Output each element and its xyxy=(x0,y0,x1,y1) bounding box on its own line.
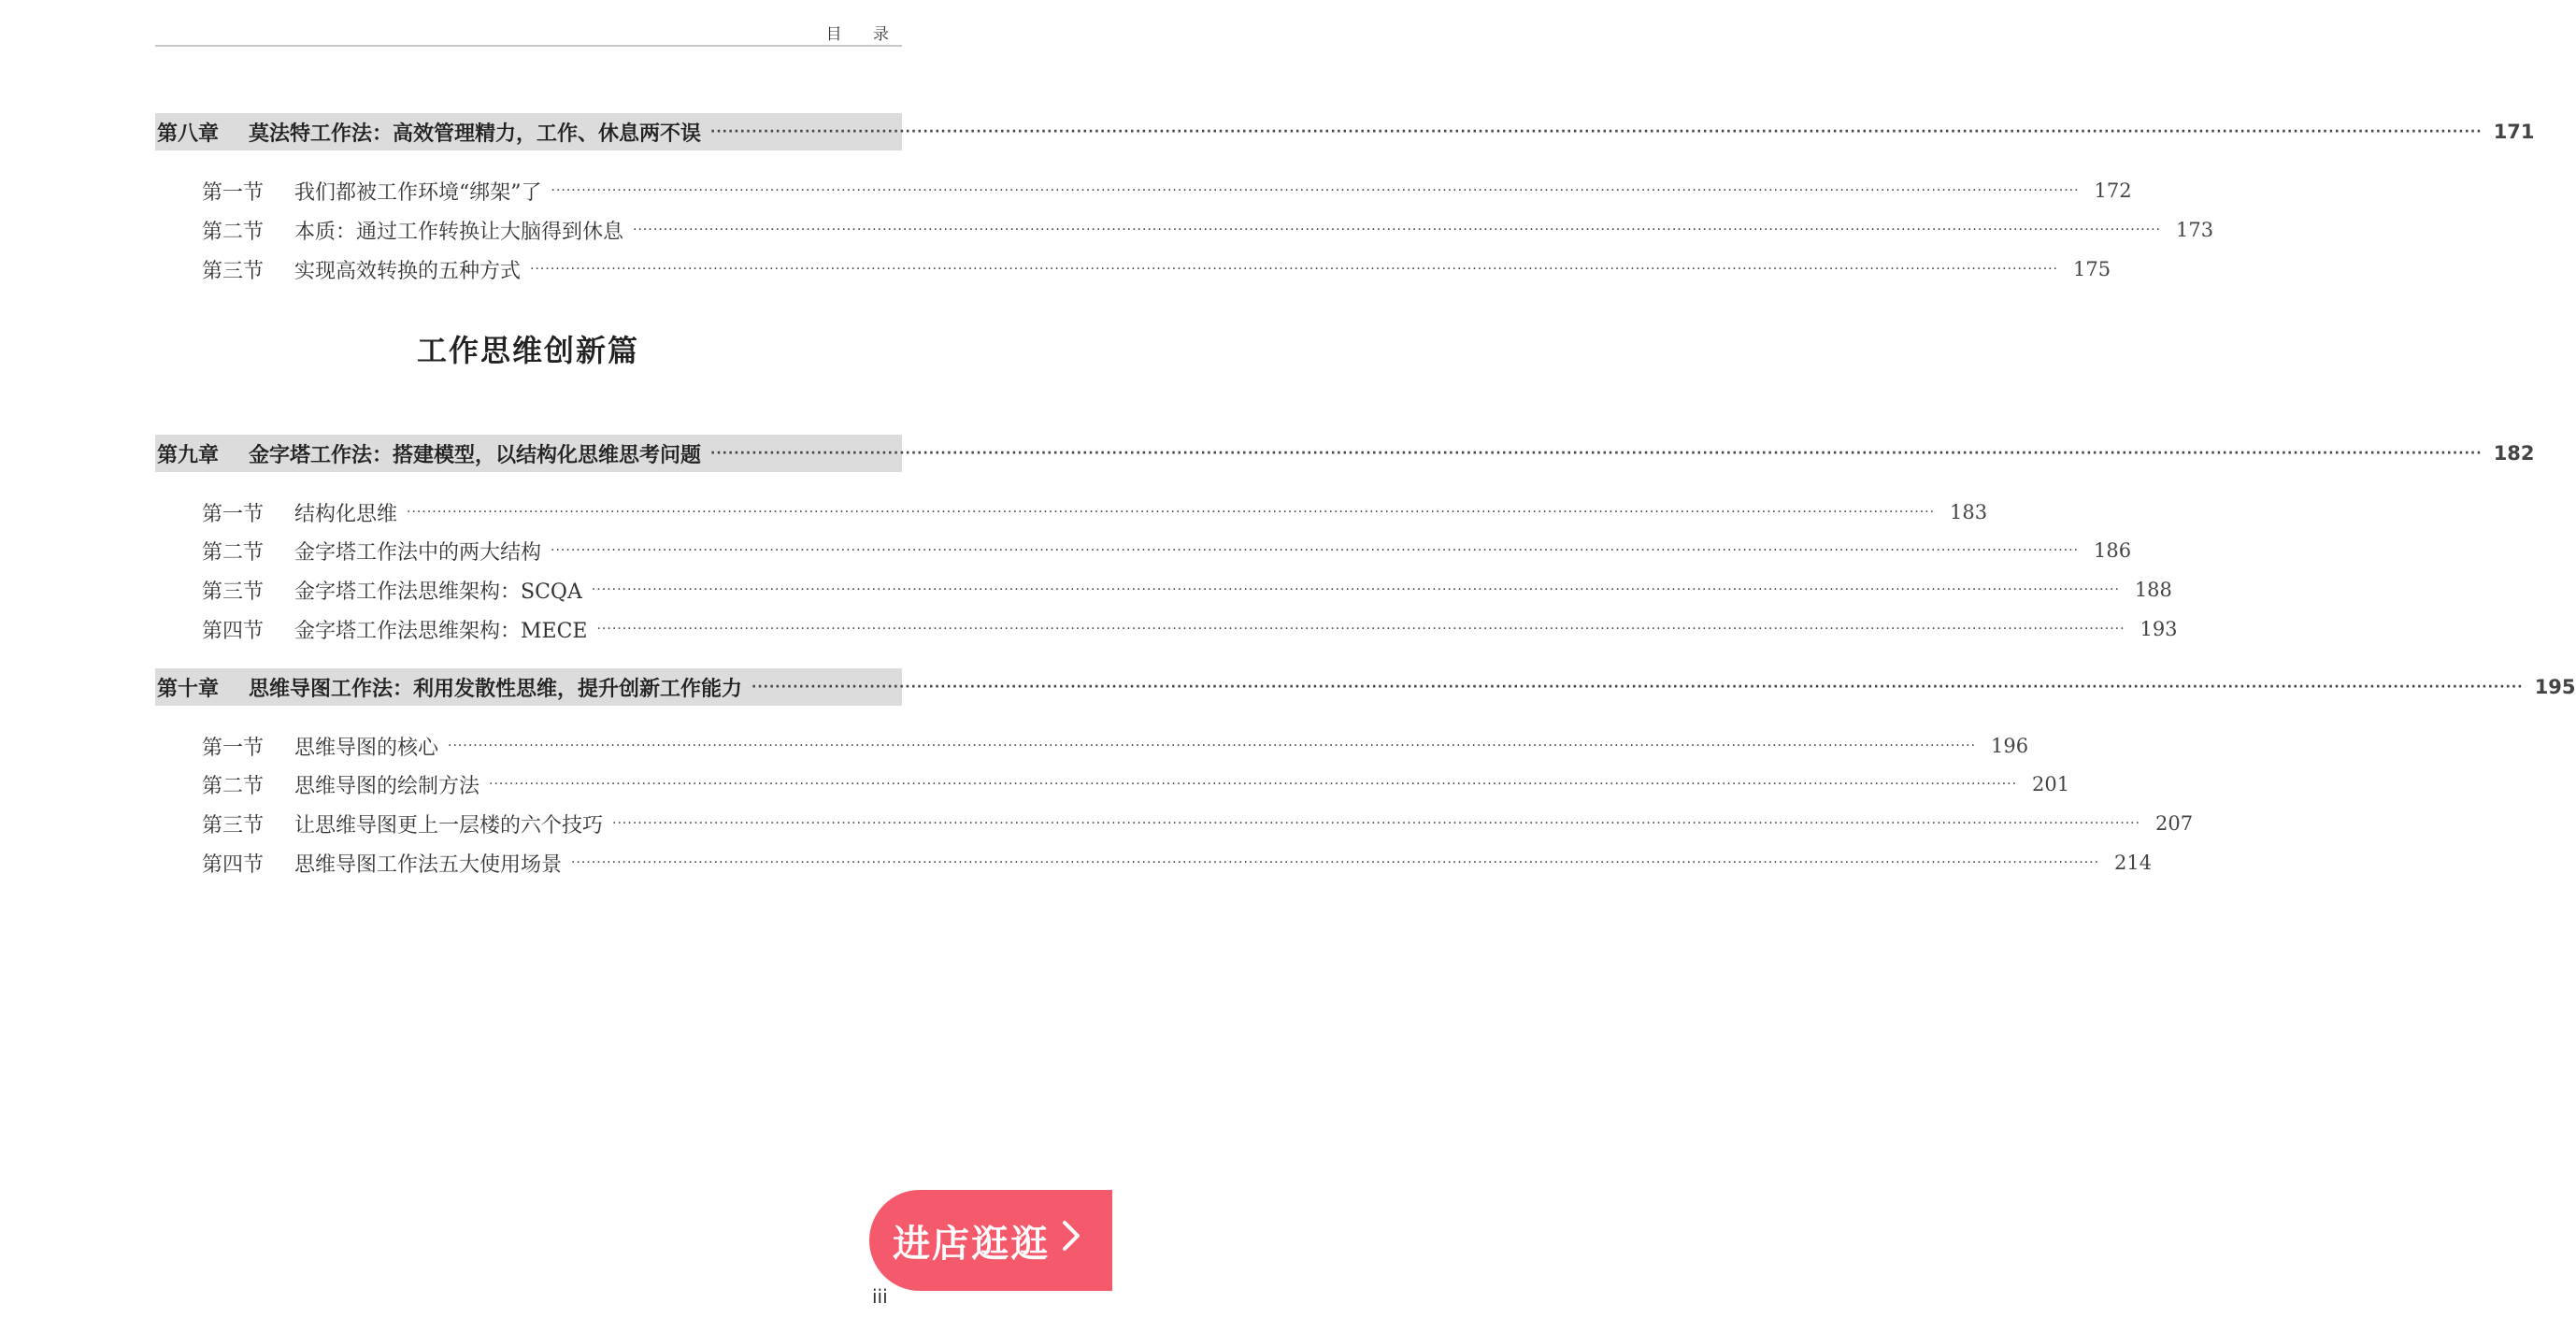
page-ref: 201 xyxy=(2031,773,2070,795)
dot-leader: ············································································································································································································································································································ xyxy=(448,738,1977,753)
toc-section[interactable] xyxy=(155,844,2153,881)
page-ref: 196 xyxy=(1990,735,2029,757)
section-title: 让思维导图更上一层楼的六个技巧 xyxy=(294,813,604,838)
page-ref: 183 xyxy=(1949,501,1988,523)
section-label: 第二节 xyxy=(202,220,265,244)
dot-leader: ············································································································································································································································································································ xyxy=(551,543,2080,558)
toc-section[interactable] xyxy=(155,571,2172,609)
toc-section[interactable] xyxy=(155,211,2214,249)
visit-shop-label: 进店逛逛 xyxy=(893,1222,1050,1266)
section-title: 金字塔工作法思维架构：MECE xyxy=(294,619,588,643)
section-title: 金字塔工作法中的两大结构 xyxy=(294,540,542,565)
section-title: 实现高效转换的五种方式 xyxy=(294,259,522,283)
dot-leader: ············································································································································································································································································································ xyxy=(530,262,2059,277)
page-ref: 207 xyxy=(2154,812,2194,835)
section-label: 第四节 xyxy=(202,619,265,643)
section-title: 金字塔工作法思维架构：SCQA xyxy=(294,580,582,604)
page-ref: 195 xyxy=(2534,676,2576,698)
toc-section[interactable] xyxy=(155,610,2178,648)
page-ref: 172 xyxy=(2094,179,2132,202)
page-ref: 175 xyxy=(2072,258,2111,280)
page-ref: 182 xyxy=(2493,442,2535,465)
running-header: 目 录 xyxy=(825,25,902,44)
dot-leader: ············································································································································································································································································································ xyxy=(710,446,2483,461)
section-label: 第四节 xyxy=(202,852,265,877)
toc-chapter-9[interactable] xyxy=(155,435,2535,472)
chevron-right-icon xyxy=(1061,1219,1081,1262)
toc-section[interactable] xyxy=(155,766,2070,803)
dot-leader: ············································································································································································································································································································ xyxy=(591,582,2120,597)
page-number: iii xyxy=(872,1285,888,1308)
visit-shop-button[interactable] xyxy=(869,1190,1112,1291)
section-label: 第三节 xyxy=(202,813,265,838)
toc-section[interactable] xyxy=(155,805,2194,842)
section-label: 第一节 xyxy=(202,180,265,205)
section-title: 思维导图工作法五大使用场景 xyxy=(294,852,563,877)
dot-leader: ············································································································································································································································································································ xyxy=(633,222,2162,237)
section-label: 第一节 xyxy=(202,736,265,760)
header-rule xyxy=(155,45,902,47)
chapter-label: 第八章 xyxy=(157,122,220,146)
section-label: 第三节 xyxy=(202,259,265,283)
section-title: 本质：通过工作转换让大脑得到休息 xyxy=(294,220,624,244)
chapter-title: 金字塔工作法：搭建模型，以结构化思维思考问题 xyxy=(249,443,702,467)
page-ref: 186 xyxy=(2093,539,2132,562)
part-title: 工作思维创新篇 xyxy=(416,333,639,368)
page-ref: 171 xyxy=(2493,121,2535,143)
page-ref: 188 xyxy=(2134,579,2172,601)
section-label: 第三节 xyxy=(202,580,265,604)
dot-leader: ············································································································································································································································································································ xyxy=(407,505,1936,520)
page-ref: 214 xyxy=(2113,852,2153,874)
dot-leader: ············································································································································································································································································································ xyxy=(596,622,2125,637)
toc-chapter-8[interactable] xyxy=(155,113,2535,150)
toc-section[interactable] xyxy=(155,494,1988,531)
section-label: 第一节 xyxy=(202,502,265,526)
section-title: 我们都被工作环境“绑架”了 xyxy=(294,180,542,205)
section-label: 第二节 xyxy=(202,774,265,798)
dot-leader: ············································································································································································································································································································ xyxy=(489,777,2018,792)
chapter-title: 莫法特工作法：高效管理精力，工作、休息两不误 xyxy=(249,122,702,146)
dot-leader: ············································································································································································································································································································ xyxy=(710,124,2483,139)
dot-leader: ············································································································································································································································································································ xyxy=(612,816,2141,831)
section-title: 结构化思维 xyxy=(294,502,398,526)
section-title: 思维导图的绘制方法 xyxy=(294,774,480,798)
toc-section[interactable] xyxy=(155,251,2111,288)
chapter-label: 第九章 xyxy=(157,443,220,467)
chapter-title: 思维导图工作法：利用发散性思维，提升创新工作能力 xyxy=(249,677,743,701)
page-ref: 173 xyxy=(2175,219,2214,241)
toc-chapter-10[interactable] xyxy=(155,668,2576,706)
toc-section[interactable] xyxy=(155,727,2029,765)
dot-leader: ············································································································································································································································································································ xyxy=(571,855,2100,870)
section-label: 第二节 xyxy=(202,540,265,565)
toc-section[interactable] xyxy=(155,172,2132,209)
page-ref: 193 xyxy=(2140,618,2178,640)
dot-leader: ············································································································································································································································································································ xyxy=(751,680,2524,695)
dot-leader: ············································································································································································································································································································ xyxy=(551,183,2080,198)
chapter-label: 第十章 xyxy=(157,677,220,701)
section-title: 思维导图的核心 xyxy=(294,736,439,760)
toc-section[interactable] xyxy=(155,532,2132,569)
